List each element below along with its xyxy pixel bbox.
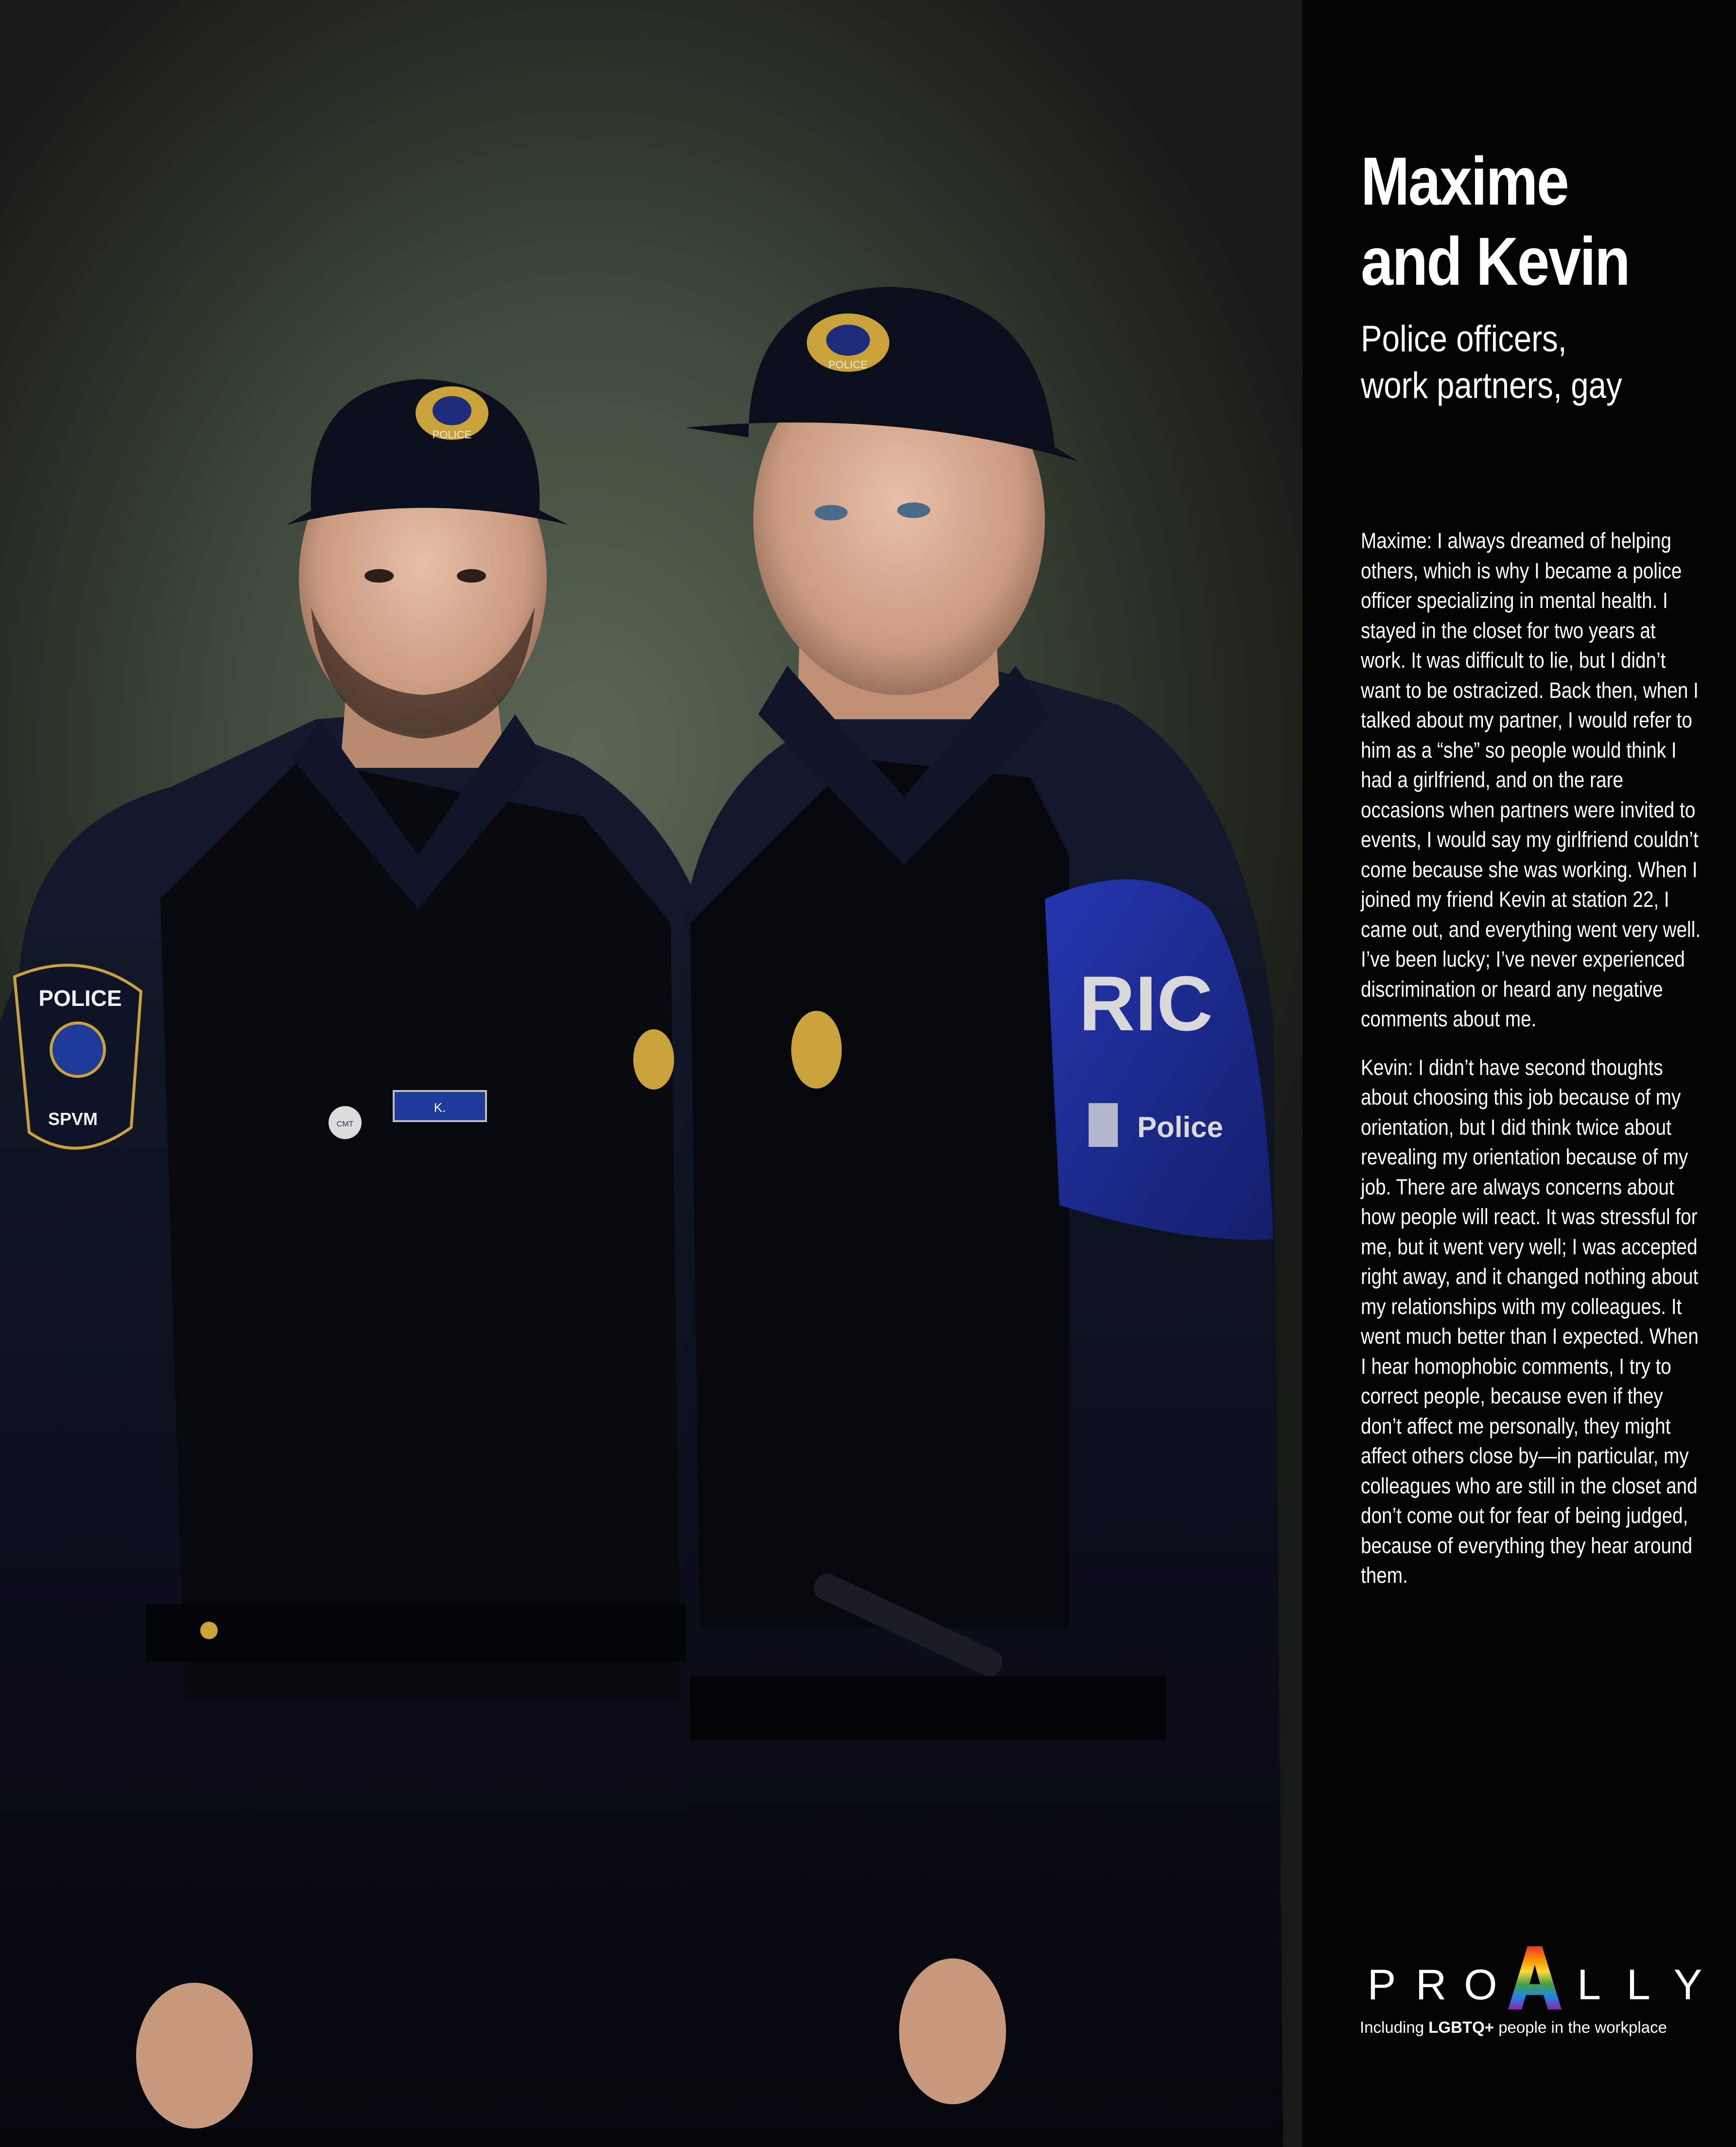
right-belt bbox=[690, 1677, 1166, 1740]
officer-right bbox=[680, 287, 1283, 2147]
tagline-bold: LGBTQ+ bbox=[1428, 2018, 1494, 2036]
tagline-suffix: people in the workplace bbox=[1494, 2018, 1667, 2036]
svg-text:SPVM: SPVM bbox=[48, 1109, 98, 1129]
text-panel bbox=[1302, 0, 1736, 2147]
svg-text:RIC: RIC bbox=[1079, 960, 1213, 1047]
left-hand bbox=[136, 1983, 253, 2129]
svg-text:POLICE: POLICE bbox=[828, 359, 868, 371]
left-name-tag bbox=[394, 1091, 486, 1121]
logo-letter-l2: L bbox=[1626, 1960, 1650, 2008]
subtitle-line-2: work partners, gay bbox=[1361, 365, 1622, 406]
logo-letter-y: Y bbox=[1673, 1960, 1702, 2008]
paragraph-kevin: Kevin: I didn’t have second thoughts about choosing this job because of my orientation, but I did think twice about revealing my orientation because of my job. There are always concerns about how people will react. It was stressful for me, but it went very well; I was accepted right away, and it changed nothing about my relationships with my colleagues. It went much better than I expected. When I hear homophobic comments, I try to correct people, because even if they don’t affect me personally, they might affect others close by—in particular, my colleagues who are still in the closet and don’t come out for fear of being judged, because of everything they hear around them. bbox=[1361, 1055, 1699, 1588]
logo-letter-r: R bbox=[1415, 1960, 1447, 2008]
paragraph-maxime: Maxime: I always dreamed of helping others, which is why I became a police officer specializing in mental health. I stayed in the closet for two years at work. It was difficult to lie, but I didn’t want to be ostracized. Back then, when I talked about my partner, I would refer to him as a “she” so people would think I had a girlfriend, and on the rare occasions when partners were invited to events, I would say my girlfriend couldn’t come because she was working. When I joined my friend Kevin at station 22, I came out, and everything went very well. I’ve been lucky; I’ve never experienced discrimination or heard any negative comments about me. bbox=[1361, 528, 1701, 1031]
title-line-2: and Kevin bbox=[1361, 223, 1630, 299]
svg-text:Police: Police bbox=[1137, 1111, 1223, 1143]
left-pin bbox=[329, 1106, 362, 1139]
right-eye-1 bbox=[815, 505, 848, 520]
svg-text:POLICE: POLICE bbox=[38, 986, 122, 1011]
subtitle-line-1: Police officers, bbox=[1361, 318, 1567, 360]
svg-text:POLICE: POLICE bbox=[432, 429, 472, 441]
logo-tagline bbox=[1360, 2018, 1710, 2037]
subtitle bbox=[1361, 316, 1687, 409]
rainbow-a-icon bbox=[1508, 1946, 1562, 2009]
svg-text:K.: K. bbox=[434, 1100, 446, 1115]
left-chest-badge bbox=[633, 1029, 674, 1090]
story-text bbox=[1361, 526, 1703, 1609]
tagline-prefix: Including bbox=[1360, 2018, 1429, 2036]
right-hand bbox=[899, 1958, 1006, 2104]
logo-wordmark bbox=[1360, 1946, 1710, 2009]
officer-left bbox=[0, 379, 739, 2147]
svg-text:CMT: CMT bbox=[336, 1120, 354, 1128]
left-eye-1 bbox=[365, 569, 394, 583]
title-line-1: Maxime bbox=[1361, 143, 1568, 219]
right-cap-badge bbox=[807, 313, 889, 372]
right-eye-2 bbox=[897, 502, 930, 518]
logo-letter-o: O bbox=[1464, 1960, 1497, 2008]
proally-logo bbox=[1360, 1946, 1710, 2037]
left-shoulder-patch bbox=[15, 965, 141, 1148]
left-eye-2 bbox=[457, 569, 486, 583]
left-belt bbox=[146, 1604, 705, 1662]
left-belt-button bbox=[200, 1622, 218, 1639]
right-chest-badge bbox=[791, 1011, 842, 1089]
logo-letter-p: P bbox=[1367, 1960, 1396, 2008]
logo-letter-l1: L bbox=[1577, 1960, 1601, 2008]
right-vest bbox=[690, 758, 1069, 1628]
page-title bbox=[1361, 141, 1670, 301]
